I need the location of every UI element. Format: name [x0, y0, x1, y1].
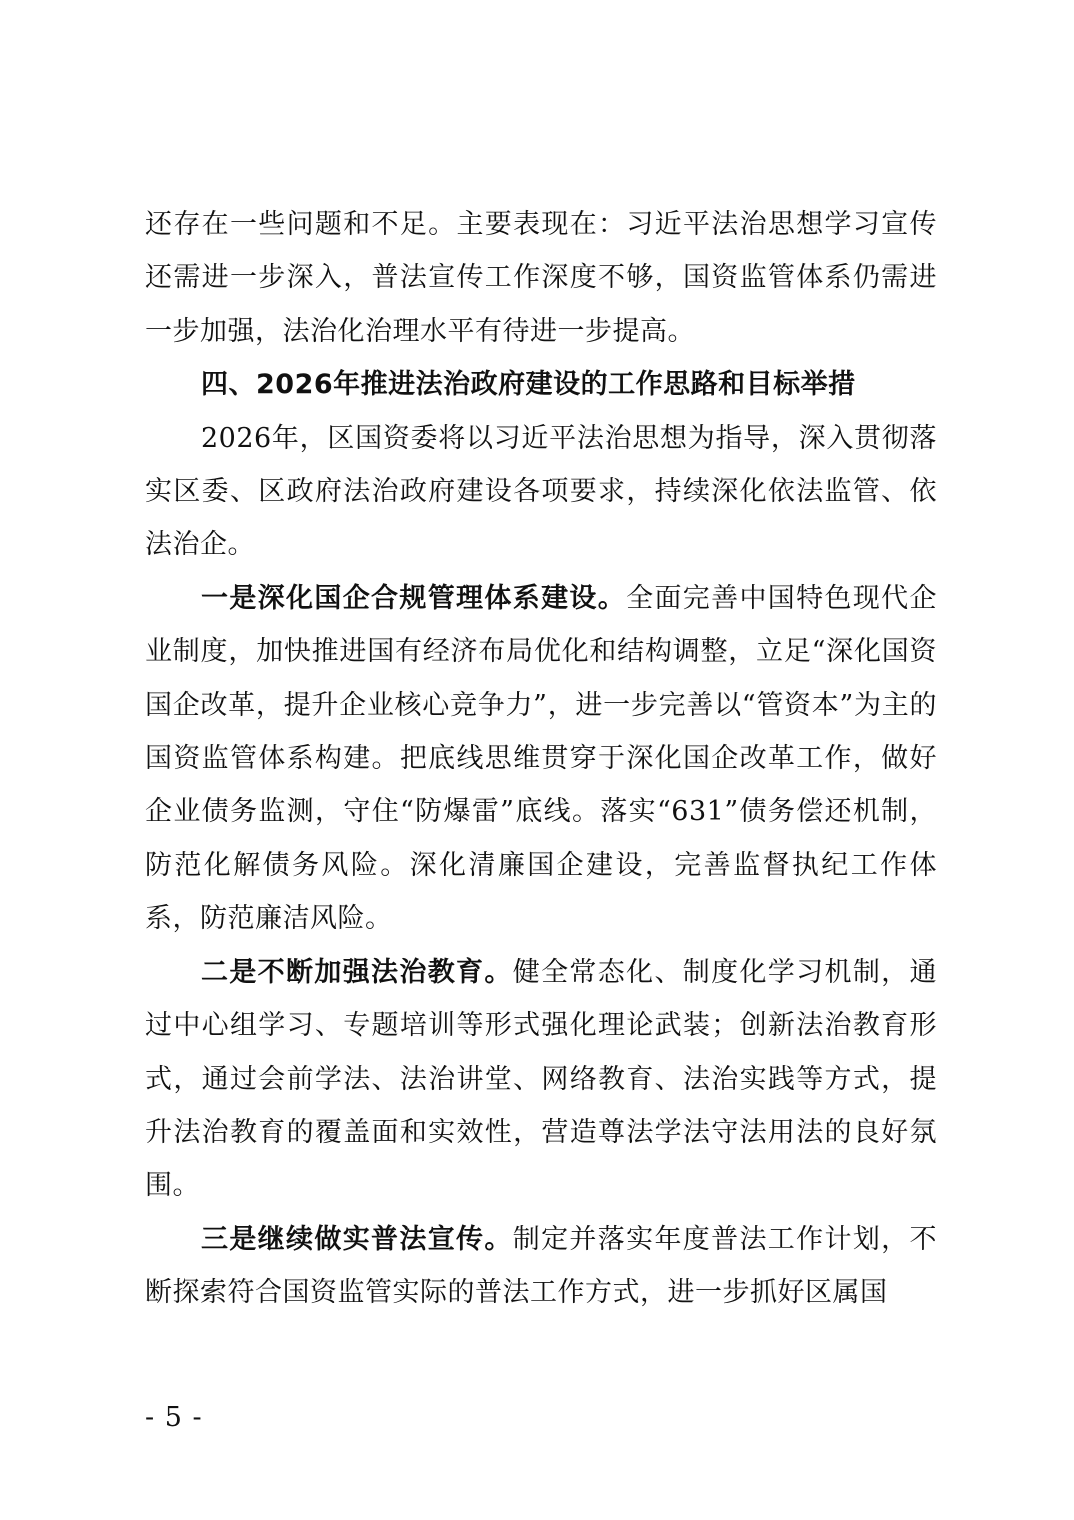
paragraph-text: 还存在一些问题和不足。主要表现在：习近平法治思想学习宣传还需进一步深入，普法宣传工作深度不够，国资监管体系仍需进一步加强，法治化治理水平有待进一步提高。 — [145, 209, 937, 347]
paragraph-lead: 一是深化国企合规管理体系建设。 — [201, 582, 627, 614]
paragraph-continuation — [145, 198, 937, 358]
paragraph-text: 制定并落实年度普法工作计划，不断探索符合国资监管实际的普法工作方式，进一步抓好区属国 — [145, 1223, 938, 1309]
paragraph-lead: 三是继续做实普法宣传。 — [201, 1223, 513, 1255]
page-number: - 5 - — [145, 1402, 203, 1433]
section-heading — [145, 358, 937, 411]
paragraph-lead: 二是不断加强法治教育。 — [201, 956, 513, 988]
paragraph-text: 全面完善中国特色现代企业制度，加快推进国有经济布局优化和结构调整，立足“深化国资国企改革，提升企业核心竞争力”，进一步完善以“管资本”为主的国资监管体系构建。把底线思维贯穿于深化国企改革工作，做好企业债务监测，守住“防爆雷”底线。落实“631”债务偿还机制，防范化解债务风险。深化清廉国企建设，完善监督执纪工作体系，防范廉洁风险。 — [145, 582, 938, 935]
heading-text: 四、2026年推进法治政府建设的工作思路和目标举措 — [201, 369, 856, 401]
paragraph-item-2 — [145, 946, 937, 1213]
paragraph-text: 健全常态化、制度化学习机制，通过中心组学习、专题培训等形式强化理论武装；创新法治教育形式，通过会前学法、法治讲堂、网络教育、法治实践等方式，提升法治教育的覆盖面和实效性，营造尊法学法守法用法的良好氛围。 — [145, 956, 938, 1202]
paragraph-item-1 — [145, 572, 937, 946]
paragraph-text: 2026年，区国资委将以习近平法治思想为指导，深入贯彻落实区委、区政府法治政府建设各项要求，持续深化依法监管、依法治企。 — [145, 422, 937, 561]
paragraph-intro — [145, 412, 937, 572]
paragraph-item-3 — [145, 1213, 937, 1320]
document-body — [145, 198, 937, 1320]
